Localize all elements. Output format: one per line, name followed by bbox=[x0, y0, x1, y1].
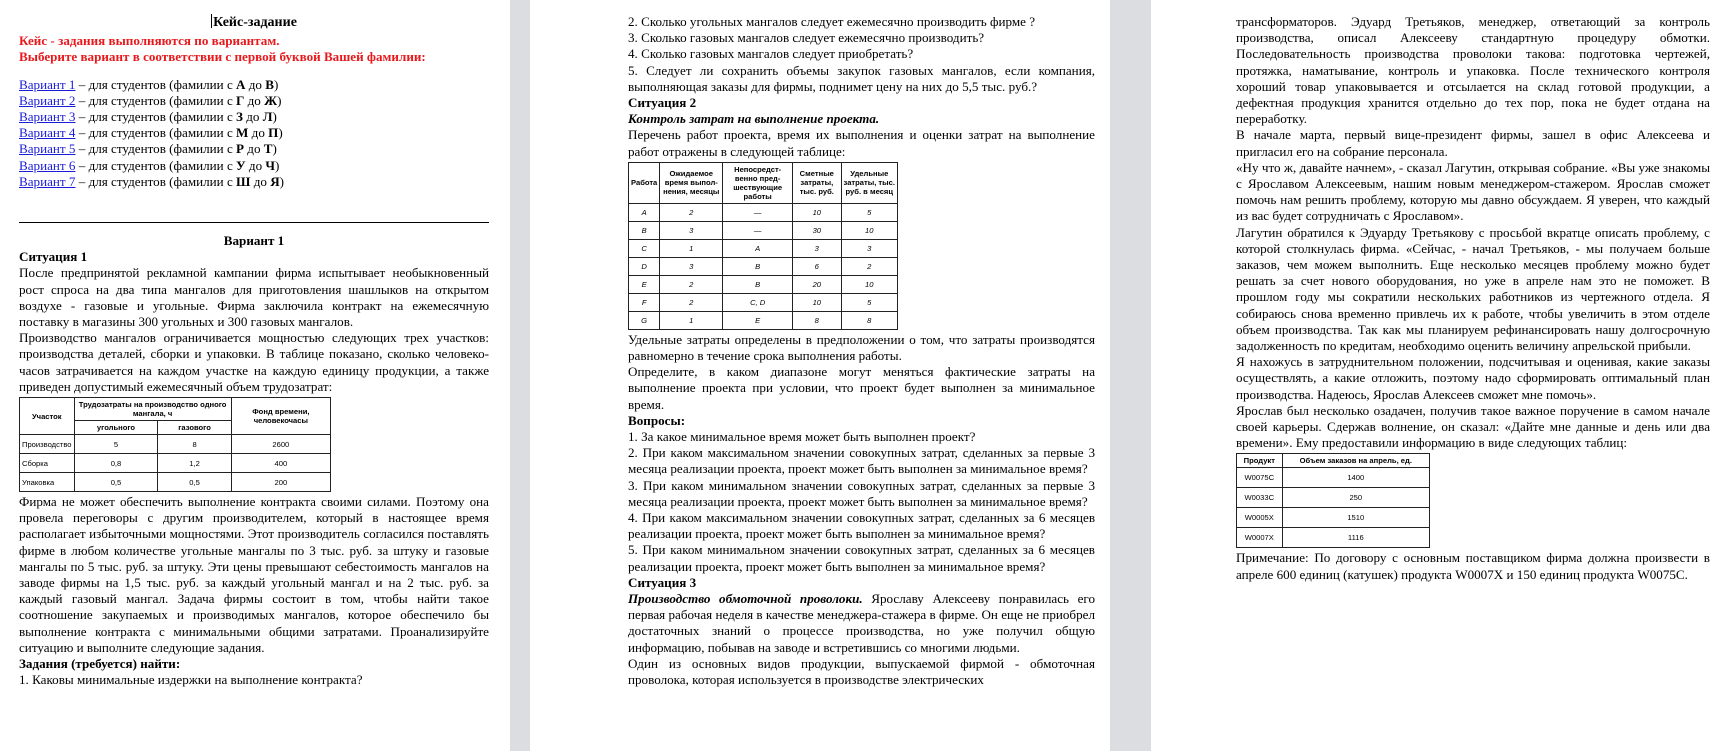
column-header: Сметные затраты, тыс. руб. bbox=[793, 162, 841, 203]
table-cell: 8 bbox=[158, 435, 231, 454]
table-cell: 5 bbox=[841, 203, 897, 221]
situation-3-paragraph-1 bbox=[628, 591, 1095, 656]
document-page-2 bbox=[530, 0, 1110, 751]
column-header: Продукт bbox=[1237, 454, 1283, 468]
variant-from-letter: З bbox=[236, 109, 243, 125]
table-cell: 8 bbox=[793, 311, 841, 329]
table-cell: 2 bbox=[660, 203, 723, 221]
question-5: 5. При каком минимальном значении совокупных затрат, сделанных за 6 месяцев реализации проекта, проект может быть выполнен за минимальное время? bbox=[628, 542, 1095, 574]
page-3-paragraph-3: «Ну что ж, давайте начнем», - сказал Лагутин, открывая собрание. «Вы уже знакомы с Ярославом Алексеевым, нашим новым менеджером-стажером. Ярослав сможет помочь нам решить проблему, которую мы давно обсуждаем. Я уверен, что каждый из вас будет сотрудничать с Ярославом». bbox=[1236, 159, 1710, 224]
doc-title-line bbox=[19, 14, 489, 31]
task-4: 4. Сколько газовых мангалов следует приобретать? bbox=[628, 46, 914, 62]
situation-2-heading: Ситуация 2 bbox=[628, 95, 697, 111]
table-cell: 10 bbox=[793, 293, 841, 311]
variant-from-letter: М bbox=[236, 125, 249, 141]
table-cell: 0,5 bbox=[74, 473, 158, 492]
table-cell: 400 bbox=[231, 454, 330, 473]
variant-link[interactable]: Вариант 6 bbox=[19, 157, 76, 173]
variant-text: – для студентов (фамилии с bbox=[75, 125, 237, 141]
table-row bbox=[629, 293, 898, 311]
table-cell: 0,8 bbox=[74, 454, 158, 473]
variant-link[interactable]: Вариант 1 bbox=[19, 76, 76, 92]
table-row bbox=[629, 239, 898, 257]
page-3-note: Примечание: По договору с основным поставщиком фирма должна произвести в апреле 600 единиц (катушек) продукта W0007X и 150 единиц продукта W0075C. bbox=[1236, 550, 1710, 582]
variant-text: – для студентов (фамилии с bbox=[75, 173, 237, 189]
table-cell: W0007X bbox=[1237, 528, 1283, 548]
orders-table bbox=[1236, 453, 1430, 548]
question-1: 1. За какое минимальное время может быть выполнен проект? bbox=[628, 429, 976, 445]
variant-text: до bbox=[245, 157, 266, 173]
table-row bbox=[20, 473, 331, 492]
variant-text: ) bbox=[278, 125, 283, 141]
variant-heading: Вариант 1 bbox=[223, 233, 285, 249]
situation-3-paragraph-2: Один из основных видов продукции, выпускаемой фирмой - обмоточная проволока, которая используется в производстве электрических bbox=[628, 655, 1095, 688]
task-1: 1. Каковы минимальные издержки на выполнение контракта? bbox=[19, 672, 363, 688]
labor-table-body bbox=[20, 435, 331, 492]
col-header-labor: Трудозатраты на производство одного мангала, ч bbox=[74, 398, 231, 421]
table-cell: 3 bbox=[660, 257, 723, 275]
table-cell: Сборка bbox=[20, 454, 75, 473]
table-cell: W0075C bbox=[1237, 468, 1283, 488]
table-cell: B bbox=[629, 221, 660, 239]
variant-text: ) bbox=[272, 141, 277, 157]
variant-text: до bbox=[244, 92, 265, 108]
table-cell: 2 bbox=[841, 257, 897, 275]
variant-from-letter: У bbox=[236, 157, 246, 173]
variant-text: – для студентов (фамилии с bbox=[75, 157, 237, 173]
variant-from-letter: Г bbox=[236, 92, 245, 108]
situation-3-text: Ярославу Алексееву понравилась его первая рабочая неделя в качестве менеджера-стажера в фирме. Он еще не приобрел достаточных знаний о процессе производства, но уже получил общую информацию, побывав на заводе и встретившись со многими людьми. bbox=[628, 591, 1095, 655]
table-cell: 1510 bbox=[1282, 508, 1429, 528]
situation-2-intro: Перечень работ проекта, время их выполнения и оценки затрат на выполнение работ отражены в следующей таблице: bbox=[628, 127, 1095, 159]
table-cell: 1 bbox=[660, 239, 723, 257]
table-row bbox=[1237, 528, 1430, 548]
column-header: Ожидаемое время выпол-нения, месяцы bbox=[660, 162, 723, 203]
page-3-paragraph-6: Ярослав был несколько озадачен, получив такое важное поручение в самом начале своей карьеры. Сдержав волнение, он сказал: «Дайте мне данные и день или два времени». Ему предоставили информацию в виде следующих таблиц: bbox=[1236, 402, 1710, 451]
table-cell: 10 bbox=[841, 275, 897, 293]
column-header: Объем заказов на апрель, ед. bbox=[1282, 454, 1429, 468]
labor-table bbox=[19, 397, 331, 492]
table-row bbox=[1237, 468, 1430, 488]
situation-3-subheading: Производство обмоточной проволоки. bbox=[628, 591, 863, 607]
table-cell: — bbox=[723, 221, 793, 239]
table-cell: 200 bbox=[231, 473, 330, 492]
variant-text: ) bbox=[275, 157, 280, 173]
task-2: 2. Сколько угольных мангалов следует ежемесячно производить фирме ? bbox=[628, 14, 1036, 29]
tasks-heading: Задания (требуется) найти: bbox=[19, 656, 181, 672]
variant-text: до bbox=[245, 76, 266, 92]
table-cell: B bbox=[723, 275, 793, 293]
table-cell: A bbox=[723, 239, 793, 257]
variant-link[interactable]: Вариант 5 bbox=[19, 141, 76, 157]
col-header-fund: Фонд времени, человекочасы bbox=[231, 398, 330, 435]
variant-text: – для студентов (фамилии с bbox=[75, 141, 237, 157]
table-cell: W0005X bbox=[1237, 508, 1283, 528]
table-cell: B bbox=[723, 257, 793, 275]
warning-line-2: Выберите вариант в соответствии с первой буквой Вашей фамилии: bbox=[19, 49, 426, 65]
variant-item bbox=[19, 109, 489, 125]
project-table bbox=[628, 162, 898, 330]
situation-1-paragraph-1: После предпринятой рекламной кампании фирма испытывает необыкновенный рост спроса на два типа мангалов для приготовления шашлыков на открытом воздухе - газовые и угольные. Фирма заключила контракт на ежемесячную поставку в магазины 300 угольных и 300 газовых мангалов. bbox=[19, 265, 489, 330]
table-cell: 3 bbox=[793, 239, 841, 257]
variant-to-letter: П bbox=[268, 125, 279, 141]
table-cell: 6 bbox=[793, 257, 841, 275]
variant-to-letter: В bbox=[265, 76, 274, 92]
variant-text: ) bbox=[277, 92, 282, 108]
page-3-column bbox=[1236, 14, 1710, 583]
variant-link[interactable]: Вариант 2 bbox=[19, 92, 76, 108]
variant-link[interactable]: Вариант 4 bbox=[19, 125, 76, 141]
table-cell: Производство bbox=[20, 435, 75, 454]
variant-text: ) bbox=[279, 173, 285, 189]
table-row bbox=[20, 454, 331, 473]
variant-from-letter: Ш bbox=[236, 173, 251, 189]
table-cell: A bbox=[629, 203, 660, 221]
column-header: Работа bbox=[629, 162, 660, 203]
table-cell: 3 bbox=[841, 239, 897, 257]
table-cell: W0033C bbox=[1237, 488, 1283, 508]
table-row bbox=[629, 275, 898, 293]
page-2-column bbox=[628, 14, 1095, 688]
col-header-area: Участок bbox=[20, 398, 75, 435]
variant-link[interactable]: Вариант 7 bbox=[19, 173, 76, 189]
variant-text: – для студентов (фамилии с bbox=[75, 109, 237, 125]
variant-text: ) bbox=[274, 76, 279, 92]
table-row bbox=[1237, 508, 1430, 528]
variant-text: до bbox=[248, 125, 269, 141]
situation-1-heading: Ситуация 1 bbox=[19, 249, 88, 265]
table-header-row bbox=[1237, 454, 1430, 468]
table-row bbox=[629, 203, 898, 221]
page-3-paragraph-2: В начале марта, первый вице-президент фирмы, зашел в офис Алексеева и пригласил его на собрание персонала. bbox=[1236, 127, 1710, 159]
variant-item bbox=[19, 158, 489, 174]
orders-table-body bbox=[1237, 468, 1430, 548]
table-cell: 250 bbox=[1282, 488, 1429, 508]
section-divider bbox=[19, 222, 489, 223]
variant-item bbox=[19, 174, 489, 190]
page-3-paragraph-5: Я нахожусь в затруднительном положении, подсчитывая и оценивая, какие заказы осуществлять, а какие отложить, поэтому надо сформировать оптимальный план производства. Надеюсь, Ярослав Алексеев сможет мне помочь». bbox=[1236, 354, 1710, 402]
situation-3-heading: Ситуация 3 bbox=[628, 574, 697, 590]
task-5: 5. Следует ли сохранить объемы закупок газовых мангалов, если компания, выполняющая заказы для фирмы, поднимет цену на них до 5,5 тыс. руб.? bbox=[628, 62, 1095, 94]
situation-1-paragraph-2: Производство мангалов ограничивается мощностью следующих трех участков: производства деталей, сборки и упаковки. В таблице показано, сколько человеко-часов затрачивается на каждом участке на каждую единицу продукции, а также приведен допустимый ежемесячный объем трудозатрат: bbox=[19, 330, 489, 394]
col-header-coal: угольного bbox=[74, 421, 158, 435]
variant-text: ) bbox=[272, 109, 277, 125]
variant-text: – для студентов (фамилии с bbox=[75, 76, 237, 92]
table-cell: 3 bbox=[660, 221, 723, 239]
table-cell: 1 bbox=[660, 311, 723, 329]
situation-1-paragraph-3: Фирма не может обеспечить выполнение контракта своими силами. Поэтому она провела переговоры с другим производителем, который в настоящее время располагает избыточными мощностями. Этот производитель согласился поставлять фирме в любом количестве угольные мангалы по 3 тыс. руб. за штуку и газовые мангалы по 5 тыс. руб. за штуку. Эти цены превышают себестоимость мангалов на заводе фирмы на 1,5 тыс. руб. за каждый угольный мангал и на 2 тыс. руб. за каждый газовый мангал. Задача фирмы состоит в том, чтобы найти такое соотношение закупаемых и производимых мангалов, которое обеспечило бы выполнение контракта с минимальными общими затратами. Проанализируйте ситуацию и выполните следующие задания. bbox=[19, 494, 489, 655]
variant-item bbox=[19, 77, 489, 93]
table-cell: 10 bbox=[793, 203, 841, 221]
col-header-gas: газового bbox=[158, 421, 231, 435]
variant-item bbox=[19, 125, 489, 141]
table-row bbox=[629, 257, 898, 275]
column-header: Удельные затраты, тыс. руб. в месяц bbox=[841, 162, 897, 203]
table-cell: 20 bbox=[793, 275, 841, 293]
warning-line-1: Кейс - задания выполняются по вариантам. bbox=[19, 33, 280, 49]
table-cell: 2 bbox=[660, 293, 723, 311]
spacer bbox=[19, 66, 489, 77]
variant-item bbox=[19, 93, 489, 109]
page-3-paragraph-4: Лагутин обратился к Эдуарду Третьякову с просьбой вкратце описать проблему, с которой столкнулась фирма. «Сейчас, - начал Третьяков, - мы получаем больше заказов, чем можем выполнить. Еще несколько месяцев проблему можно будет решать за счет нового оборудования, но уже в апреле нам это не поможет. В прошлом году мы сократили нескольких работников из чертежного отдела. Я собираюсь снова временно привлечь их к работе, чтобы увеличить в этом отделе объем производства. Так как мы планируем рефинансировать нашу долгосрочную задолженность по кредитам, необходимо оценить величину апрельской прибыли. bbox=[1236, 224, 1710, 354]
text-cursor bbox=[211, 14, 212, 28]
variant-from-letter: Р bbox=[236, 141, 245, 157]
page-1-column bbox=[19, 14, 489, 689]
question-3: 3. При каком минимальном значении совокупных затрат, сделанных за первые 3 месяца реализации проекта, проект может быть выполнен за минимальное время? bbox=[628, 477, 1095, 509]
variant-text: – для студентов (фамилии с bbox=[75, 92, 237, 108]
variant-to-letter: Л bbox=[262, 109, 273, 125]
variant-item bbox=[19, 141, 489, 157]
document-page-1 bbox=[0, 0, 510, 751]
task-3: 3. Сколько газовых мангалов следует ежемесячно производить? bbox=[628, 30, 985, 46]
variant-link[interactable]: Вариант 3 bbox=[19, 109, 76, 125]
table-row bbox=[629, 311, 898, 329]
table-cell: 1116 bbox=[1282, 528, 1429, 548]
variant-text: до bbox=[242, 109, 263, 125]
question-2: 2. При каком максимальном значении совокупных затрат, сделанных за первые 3 месяца реализации проекта, проект может быть выполнен за минимальное время? bbox=[628, 445, 1095, 477]
table-cell: 10 bbox=[841, 221, 897, 239]
table-cell: D bbox=[629, 257, 660, 275]
table-cell: 1,2 bbox=[158, 454, 231, 473]
table-cell: C, D bbox=[723, 293, 793, 311]
table-cell: G bbox=[629, 311, 660, 329]
table-cell: 30 bbox=[793, 221, 841, 239]
variant-text: до bbox=[250, 173, 271, 189]
page-3-paragraph-1: трансформаторов. Эдуард Третьяков, менеджер, ответающий за контроль производства, описал Алексееву стандартную процедуру обмотки. Последовательность производства проволоки такова: подготовка чертежей, протяжка, наматывание, контроль и упаковка. После технического контроля хороший товар упаковывается и отсылается на склад готовой продукции, а дефектная продукция хранится отдельно до тех пор, пока не будет отдана на переработку. bbox=[1236, 14, 1710, 127]
table-row bbox=[629, 221, 898, 239]
question-4: 4. При каком максимальном значении совокупных затрат, сделанных за 6 месяцев реализации проекта, проект может быть выполнен за минимальное время? bbox=[628, 510, 1095, 542]
doc-title: Кейс-задание bbox=[213, 15, 297, 30]
variant-to-letter: Т bbox=[263, 141, 273, 157]
situation-2-task: Определите, в каком диапазоне могут меняться фактические затраты на выполнение проекта при условии, что проект будет выполнен за минимальное время. bbox=[628, 364, 1095, 412]
table-cell: 5 bbox=[841, 293, 897, 311]
table-cell: 0,5 bbox=[158, 473, 231, 492]
project-table-body bbox=[629, 203, 898, 329]
questions-heading: Вопросы: bbox=[628, 412, 686, 428]
table-row bbox=[1237, 488, 1430, 508]
variant-to-letter: Ч bbox=[265, 157, 276, 173]
table-cell: 5 bbox=[74, 435, 158, 454]
variant-text: до bbox=[244, 141, 264, 157]
table-header-row bbox=[629, 162, 898, 203]
table-cell: 2 bbox=[660, 275, 723, 293]
table-cell: Упаковка bbox=[20, 473, 75, 492]
table-cell: — bbox=[723, 203, 793, 221]
variant-from-letter: А bbox=[236, 76, 246, 92]
table-cell: E bbox=[629, 275, 660, 293]
document-page-3 bbox=[1151, 0, 1722, 751]
table-row bbox=[20, 435, 331, 454]
variant-list bbox=[19, 77, 489, 190]
situation-2-note: Удельные затраты определены в предположении о том, что затраты производятся равномерно в течение срока выполнения работы. bbox=[628, 331, 1095, 364]
table-cell: F bbox=[629, 293, 660, 311]
table-cell: C bbox=[629, 239, 660, 257]
variant-to-letter: Я bbox=[270, 173, 280, 189]
situation-2-subheading: Контроль затрат на выполнение проекта. bbox=[628, 111, 880, 127]
table-cell: 8 bbox=[841, 311, 897, 329]
column-header: Непосредст-венно пред-шествующие работы bbox=[723, 162, 793, 203]
variant-to-letter: Ж bbox=[264, 92, 278, 108]
table-header-row bbox=[20, 398, 331, 421]
table-cell: E bbox=[723, 311, 793, 329]
table-cell: 2600 bbox=[231, 435, 330, 454]
table-cell: 1400 bbox=[1282, 468, 1429, 488]
